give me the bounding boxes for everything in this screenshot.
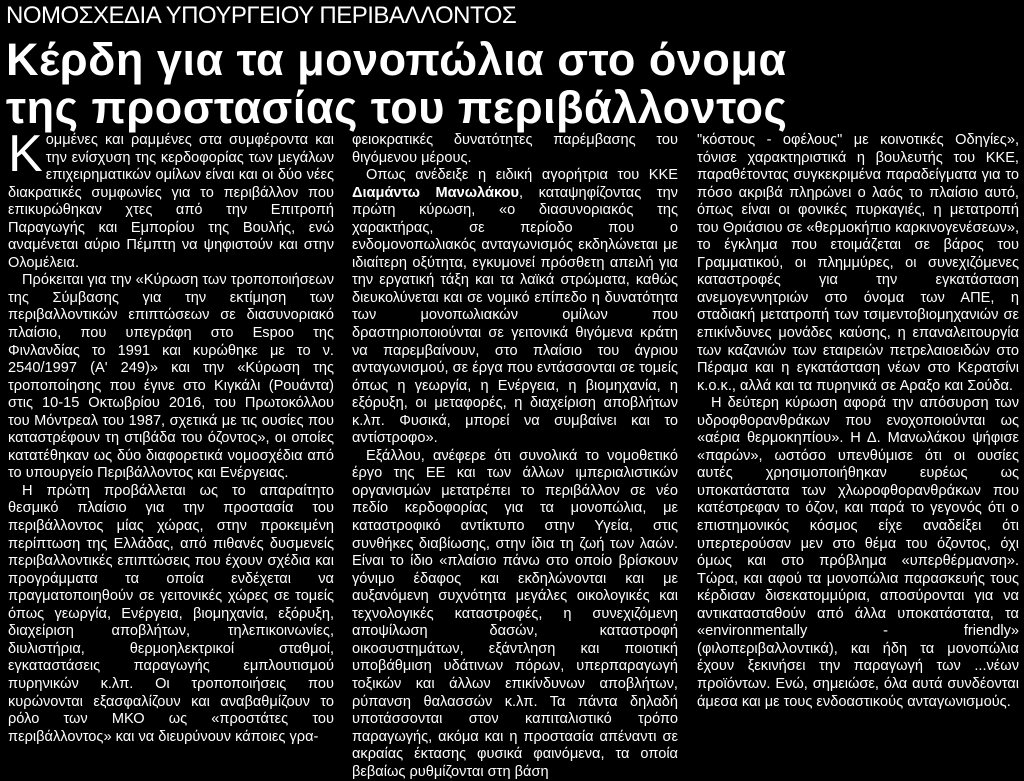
article-column-2 <box>352 132 678 781</box>
article-column-1 <box>8 125 334 746</box>
paragraph: Εξάλλου, ανέφερε ότι συνολικά το νομοθετικό έργο της ΕΕ και των άλλων ιμπεριαλιστικών οργανισμών μετατρέπει το περιβάλλον σε νέο πεδίο κερδοφορίας για τα μονοπώλια, με καταστροφικό αντίκτυπο στην Υγεία, στις συνθήκες διαβίωσης, στην ίδια τη ζωή των λαών. Είναι το ίδιο «πλαίσιο πάνω στο οποίο βρίσκουν γόνιμο έδαφος και εκδηλώνονται και με αυξανόμενη συχνότητα μεγάλες οικολογικές και τεχνολογικές καταστροφές, η συνεχιζόμενη αποψίλωση δασών, καταστροφή οικοσυστημάτων, εξάντληση και ποιοτική υποβάθμιση υδάτινων πόρων, υπερπαραγωγή τοξικών και άλλων επικίνδυνων αποβλήτων, ρύπανση θαλασσών κ.λπ. Τα πάντα δηλαδή υποτάσσονται στον καπιταλιστικό τρόπο παραγωγής, ακόμα και η προστασία απέναντι σε ακραίας έκτασης φυσικά φαινόμενα, τα οποία βεβαίως ρυθμίζονται στη βάση <box>352 447 678 780</box>
paragraph: Η πρώτη προβάλλεται ως το απαραίτητο θεσμικό πλαίσιο για την προστασία του περιβάλλοντος μίας χώρας, στην προκειμένη περίπτωση της Ελλάδας, από πιθανές δυσμενείς περιβαλλοντικές επιπτώσεις που έχουν σχέδια και προγράμματα τα οποία ενδέχεται να πραγματοποιηθούν σε γειτονικές χώρες σε τομείς όπως γεωργία, Ενέργεια, βιομηχανία, εξόρυξη, διαχείριση αποβλήτων, τηλεπικοινωνίες, διυλιστήρια, θερμοηλεκτρικοί σταθμοί, εγκαταστάσεις παραγωγής εμπλουτισμού πυρηνικών κ.λπ. Οι τροποποιήσεις που κυρώνονται εξασφαλίζουν και αναβαθμίζουν το ρόλο των ΜΚΟ ως «προστάτες του περιβάλλοντος» και να διευρύνουν κάποιες γρα- <box>8 482 334 745</box>
paragraph-continued: φειοκρατικές δυνατότητες παρέμβασης του θιγόμενου μέρους. <box>352 132 678 166</box>
lead-paragraph <box>8 125 334 272</box>
section-kicker: ΝΟΜΟΣΧΕΔΙΑ ΥΠΟΥΡΓΕΙΟΥ ΠΕΡΙΒΑΛΛΟΝΤΟΣ <box>6 2 517 29</box>
article-column-3 <box>697 132 1019 711</box>
paragraph: Η δεύτερη κύρωση αφορά την απόσυρση των υδροφθορανθράκων που ενοχοποιούνται ως «αέρια θερμοκηπίου». Η Δ. Μανωλάκου ψήφισε «παρών», ωστόσο υπενθύμισε ότι οι ουσίες αυτές χρησιμοποιήθηκαν ευρέως ως υποκατάστατα των χλωροφθορανθράκων που κατέστρεφαν το όζον, και παρά το γεγονός ότι ο επιστημονικός κόσμος είχε αναδείξει ότι υπερτερούσαν μεν στο θέμα του όζοντος, όχι όμως και στο πρόβλημα «υπερθέρμανση». Τώρα, και αφού τα μονοπώλια παρασκευής τους κέρδισαν δισεκατομμύρια, αποσύρονται για να αντικατασταθούν από άλλα υποκατάστατα, τα «environmentally - friendly» (φιλοπεριβαλλοντικά), και ήδη τα μονοπώλια έχουν ξεκινήσει την παραγωγή των ...νέων προϊόντων. Ενώ, σημειώσε, όλα αυτά συνδέονται άμεσα και με τους ενδοαστικούς ανταγωνισμούς. <box>697 395 1019 710</box>
drop-cap: Κ <box>8 125 43 183</box>
paragraph <box>352 167 678 448</box>
lead-text: ομμένες και ραμμένες στα συμφέροντα και την ενίσχυση της κερδοφορίας των μεγάλων επιχειρηματικών ομίλων είναι και οι δύο νέες διακρατικές συμφωνίες για το περιβάλλον που επικυρώθηκαν χτες από την Επιτροπή Παραγωγής και Εμπορίου της Βουλής, ενώ αναμένεται αύριο Πέμπτη να ψηφιστούν και στην Ολομέλεια. <box>8 132 334 271</box>
speaker-name: Διαμάντω Μανωλάκου <box>352 184 520 201</box>
paragraph-text: Οπως ανέδειξε η ειδική αγορήτρια του ΚΚΕ <box>366 167 678 184</box>
article-headline <box>6 36 1016 132</box>
headline-line-2: της προστασίας του περιβάλλοντος <box>6 82 788 133</box>
paragraph: Πρόκειται για την «Κύρωση των τροποποιήσεων της Σύμβασης για την εκτίμηση των περιβαλλοντικών επιπτώσεων σε διασυνοριακό πλαίσιο, που υπεγράφη στο Espoo της Φινλανδίας το 1991 και κυρώθηκε με το ν. 2540/1997 (Α' 249)» και την «Κύρωση της τροποποίησης που έγινε στο Κιγκάλι (Ρουάντα) στις 10-15 Οκτωβρίου 2016, του Πρωτοκόλλου του Μόντρεαλ του 1987, σχετικά με τις ουσίες που καταστρέφουν τη στιβάδα του όζοντος», οι οποίες κατατέθηκαν ως δύο διαφορετικά νομοσχέδια από το υπουργείο Περιβάλλοντος και Ενέργειας. <box>8 272 334 482</box>
paragraph-continued: "κόστους - οφέλους" με κοινοτικές Οδηγίες», τόνισε χαρακτηριστικά η βουλευτής του ΚΚΕ, παραθέτοντας συγκεκριμένα παραδείγματα για το πόσο ακριβά πληρώνει ο λαός το πλαίσιο αυτό, όπως είναι οι φονικές πυρκαγιές, η μετατροπή του Θριάσιου σε «θερμοκήπιο καρκινογενέσεων», το έγκλημα που ετοιμάζεται σε βάρος του Γραμματικού, οι πλημμύρες, οι συνεχιζόμενες καταστροφές για την εγκατάσταση ανεμογεννητριών στο όνομα των ΑΠΕ, η σταδιακή μετατροπή των τσιμεντοβιομηχανιών σε επικίνδυνες μονάδες καύσης, η επαναλειτουργία των καζανιών των εταιρειών πετρελαιοειδών στο Πέραμα και η εγκατάσταση νέων στο Κερατσίνι κ.ο.κ., αλλά και τα πυρηνικά σε Αραξο και Σούδα. <box>697 132 1019 394</box>
headline-line-1: Κέρδη για τα μονοπώλια στο όνομα <box>6 34 787 85</box>
paragraph-text: , καταψηφίζοντας την πρώτη κύρωση, «ο διασυνοριακός της χαρακτήρας, σε περίοδο που ο ενδομονοπωλιακός ανταγωνισμός εκδηλώνεται με ιδιαίτερη οξύτητα, εγκυμονεί πρόσθετη απειλή για την εργατική τάξη και τα λαϊκά στρώματα, καθώς διευκολύνεται και σε νομικό επίπεδο η δυνατότητα των μονοπωλιακών ομίλων που δραστηριοποιούνται σε γειτονικά θιγόμενα κράτη να παρεμβαίνουν, στο πλαίσιο του άγριου ανταγωνισμού, σε έργα που εντάσσονται σε τομείς όπως η γεωργία, η Ενέργεια, η βιομηχανία, η εξόρυξη, οι μεταφορές, η διαχείριση αποβλήτων κ.λπ. Φυσικά, μπορεί να συμβαίνει και το αντίστροφο». <box>352 184 678 447</box>
